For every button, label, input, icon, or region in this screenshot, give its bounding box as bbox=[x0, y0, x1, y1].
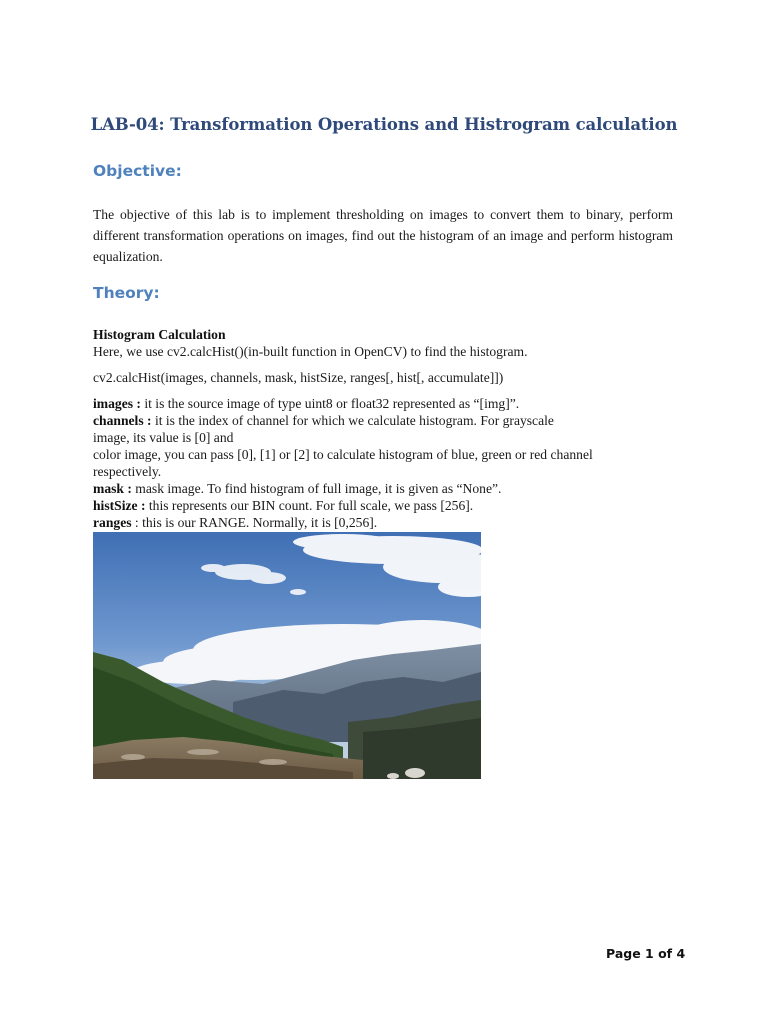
objective-heading: Objective: bbox=[93, 162, 182, 180]
param-channels-line-2 bbox=[93, 430, 683, 447]
param-images-text: it is the source image of type uint8 or float32 represented as “[img]”. bbox=[140, 396, 520, 411]
param-mask-label: mask : bbox=[93, 481, 132, 496]
param-histsize-text: this represents our BIN count. For full scale, we pass [256]. bbox=[145, 498, 474, 513]
param-ranges-text: : this is our RANGE. Normally, it is [0,256]. bbox=[131, 515, 378, 530]
param-channels-text-1: it is the index of channel for which we calculate histogram. For grayscale bbox=[151, 413, 554, 428]
param-channels bbox=[93, 413, 683, 430]
param-mask bbox=[93, 481, 683, 498]
param-ranges-label: ranges bbox=[93, 515, 132, 530]
param-histsize bbox=[93, 498, 683, 515]
mountain-landscape-image bbox=[93, 532, 481, 779]
param-mask-text: mask image. To find histogram of full image, it is given as “None”. bbox=[131, 481, 502, 496]
theory-heading: Theory: bbox=[93, 284, 160, 302]
histogram-calculation-heading: Histogram Calculation bbox=[93, 327, 226, 342]
objective-paragraph: The objective of this lab is to implement thresholding on images to convert them to binary, perform different transformation operations on images, find out the histogram of an image and perform histogram equalization. bbox=[93, 207, 673, 264]
param-images-label: images : bbox=[93, 396, 141, 411]
param-channels-text-2: image, its value is [0] and bbox=[93, 430, 234, 445]
param-histsize-label: histSize : bbox=[93, 498, 146, 513]
document-title: LAB-04: Transformation Operations and Histrogram calculation bbox=[90, 115, 678, 134]
param-ranges bbox=[93, 515, 683, 532]
section-heading-line bbox=[93, 327, 683, 344]
function-signature: cv2.calcHist(images, channels, mask, histSize, ranges[, hist[, accumulate]]) bbox=[93, 370, 504, 385]
param-channels-line-4: respectively. bbox=[93, 464, 162, 479]
param-channels-line-3: color image, you can pass [0], [1] or [2] to calculate histogram of blue, green or red channel bbox=[93, 447, 593, 462]
param-images bbox=[93, 396, 683, 413]
page-number: Page 1 of 4 bbox=[606, 946, 686, 961]
param-channels-label: channels : bbox=[93, 413, 152, 428]
intro-line: Here, we use cv2.calcHist()(in-built function in OpenCV) to find the histogram. bbox=[93, 344, 528, 359]
